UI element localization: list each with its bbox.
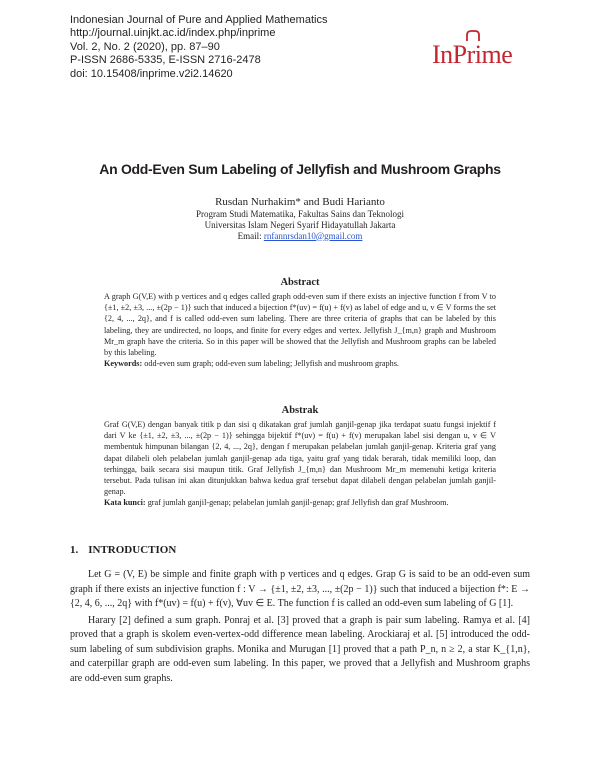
keywords-text: odd-even sum graph; odd-even sum labeling; Jellyfish and mushroom graphs. <box>144 359 399 369</box>
keywords-line <box>104 358 496 369</box>
section-number: 1. <box>70 544 79 556</box>
email-line <box>0 231 600 242</box>
intro-paragraph-2: Harary [2] defined a sum graph. Ponraj et al. [3] proved that a graph is pair sum labeling. Ramya et al. [4] proved that a graph is skolem even-vertex-odd difference mean labeling. Arockiaraj et al. [5] introduced the odd-sum labeling of sum subdivision graphs. Monika and Murugan [1] proved that a path P_n, n ≥ 2, a star K_{1,n}, and caterpillar graph are odd-even sum labeling. In this paper, we proved that a Jellyfish and Mushroom graphs are odd-even sum graphs. <box>70 614 530 684</box>
logo-text-prime: Prime <box>452 40 513 69</box>
paper-title: An Odd-Even Sum Labeling of Jellyfish and Mushroom Graphs <box>99 161 501 177</box>
abstract-heading: Abstract <box>280 277 320 288</box>
author-names: Rusdan Nurhakim* and Budi Harianto <box>215 196 385 208</box>
section-heading-introduction <box>70 544 176 556</box>
doi-info[interactable]: doi: 10.15408/inprime.v2i2.14620 <box>70 67 233 80</box>
journal-header <box>70 14 327 81</box>
issn-info: P-ISSN 2686-5335, E-ISSN 2716-2478 <box>70 54 261 67</box>
email-link[interactable]: rnfannrsdan10@gmail.com <box>263 230 363 241</box>
journal-url[interactable]: http://journal.uinjkt.ac.id/index.php/inprime <box>70 27 276 40</box>
volume-info: Vol. 2, No. 2 (2020), pp. 87–90 <box>70 40 220 53</box>
kata-kunci-text: graf jumlah ganjil-genap; pelabelan jumlah ganjil-genap; graf Jellyfish dan graf Mushroom. <box>147 498 449 508</box>
logo-text-in: In <box>432 40 453 69</box>
journal-name: Indonesian Journal of Pure and Applied Mathematics <box>70 14 328 26</box>
abstract-body: A graph G(V,E) with p vertices and q edges called graph odd-even sum if there exists an injective function f from V to {±1, ±2, ±3, ..., ±(2p − 1)} such that induced a bijection f*(uv) = f(u) + f(v) as label of edge and u, v ∈ V forms the set {2, 4, ..., 2q}, and f is called odd-even sum labeling. There are three criteria of graphs that can be labeled by this labeling, they are undirected, no loops, and finite for every edges and vertex. Jellyfish J_{m,n} graph and Mushroom Mr_m graph have the criteria. So in this paper will be showed that the Jellyfish and Mushroom graphs can be labeled by this labeling. <box>104 292 496 358</box>
kata-kunci-label: Kata kunci: <box>104 498 146 508</box>
intro-paragraph-1: Let G = (V, E) be simple and finite graph with p vertices and q edges. Grap G is said to be an odd-even sum graph if there exists an injective function f : V → {±1, ±2, ±3, ..., ±(2p − 1)} such that induced a bijection f*: E → {2, 4, 6, ..., 2q} with f*(uv) = f(u) + f(v), ∀uv ∈ E. The function f is called an odd-even sum labeling of G [1]. <box>70 569 530 609</box>
section-title: INTRODUCTION <box>88 544 177 556</box>
inprime-logo <box>432 40 512 70</box>
affiliation-line-2: Universitas Islam Negeri Syarif Hidayatullah Jakarta <box>204 219 396 230</box>
abstrak-body: Graf G(V,E) dengan banyak titik p dan sisi q dikatakan graf jumlah ganjil-genap jika terdapat suatu fungsi injektif f dari V ke {±1, ±2, ±3, ..., ±(2p − 1)} sehingga bijektif f*(uv) = f(u) + f(v) merupakan label sisi dengan u, v ∈ V membentuk himpunan bilangan {2, 4, ..., 2q}, dengan f merupakan pelabelan jumlah ganjil-genap. Kriteria graf yang dapat dilabeli oleh pelabelan jumlah ganjil-genap ada tiga, yaitu graf yang tidak berarah, tidak memiliki loop, dan terhingga, baik secara sisi maupun titik. Graf Jellyfish J_{m,n} dan Mushroom Mr_m memenuhi ketiga kriteria tersebut. Pada tulisan ini akan ditunjukkan bahwa kedua graf tersebut dapat dilabeli dengan pelabelan jumlah ganjil-genap. <box>104 420 496 497</box>
abstract-english <box>104 276 496 369</box>
abstract-indonesian <box>104 404 496 509</box>
introduction-body <box>70 568 530 686</box>
keywords-label: Keywords: <box>104 359 143 369</box>
abstrak-heading: Abstrak <box>281 405 319 416</box>
kata-kunci-line <box>104 497 496 508</box>
affiliation-line-1: Program Studi Matematika, Fakultas Sains dan Teknologi <box>196 208 404 219</box>
author-block <box>0 197 600 242</box>
email-label: Email: <box>237 230 262 241</box>
